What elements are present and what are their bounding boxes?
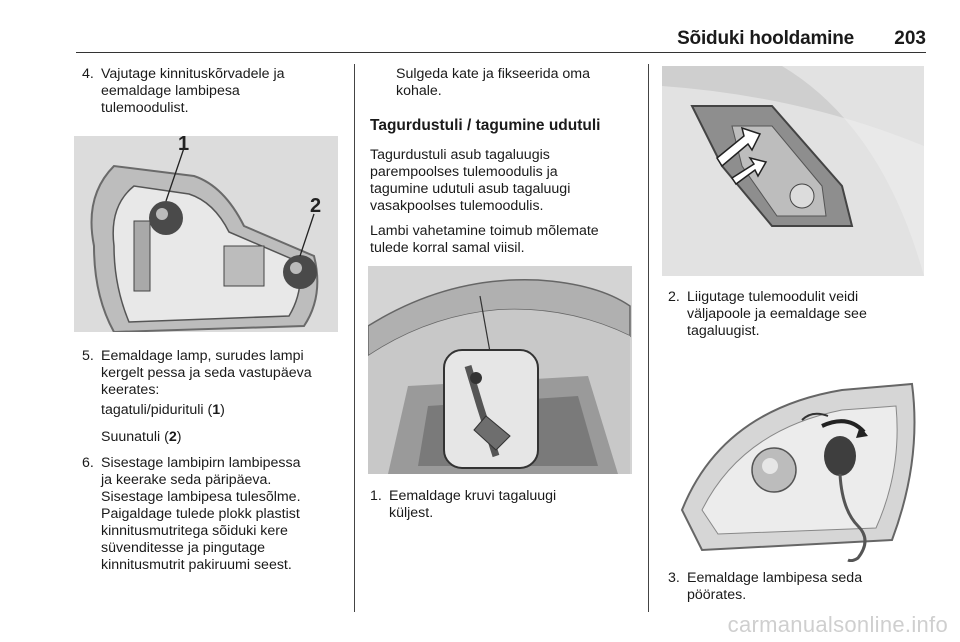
text-line: Eemaldage lambipesa seda xyxy=(687,570,863,586)
text-line: keerates: xyxy=(101,382,160,398)
ref-number: 1 xyxy=(212,402,221,418)
step-number: 3. xyxy=(668,570,680,586)
text-line: süvenditesse ja pingutage xyxy=(101,540,266,556)
text-line: Tagurdustuli asub tagaluugis xyxy=(370,147,550,163)
text-line: kohale. xyxy=(396,83,442,99)
text-line: vasakpoolses tulemoodulis. xyxy=(370,198,544,214)
socket-twist-figure xyxy=(662,350,924,562)
step-text xyxy=(101,66,285,117)
column-divider-2 xyxy=(648,64,649,612)
step-text xyxy=(687,570,862,604)
lamp-module-illustration xyxy=(662,66,924,276)
tailgate-illustration xyxy=(368,266,632,474)
text-line: Vajutage kinnituskõrvadele ja xyxy=(101,66,285,82)
page-number: 203 xyxy=(894,28,926,49)
text-line: tagumine udutuli asub tagaluugi xyxy=(370,181,571,197)
step-number: 6. xyxy=(82,455,94,471)
sub-item-turn-signal: Suunatuli (2) xyxy=(101,429,182,445)
text-line: väljapoole ja eemaldage see xyxy=(687,306,867,322)
text-line: kinnitusmutritega sõiduki kere xyxy=(101,523,288,539)
step-text xyxy=(389,488,556,522)
watermark: carmanualsonline.info xyxy=(727,612,948,637)
lamp-socket-illustration xyxy=(74,136,338,332)
step-number: 4. xyxy=(82,66,94,82)
text-line: Eemaldage lamp, surudes lampi xyxy=(101,348,304,364)
text-line: tulemoodulist. xyxy=(101,100,189,116)
section-heading: Tagurdustuli / tagumine udutuli xyxy=(370,117,601,134)
text-line: Sisestage lambipesa tulesõlme. xyxy=(101,489,301,505)
callout-2: 2 xyxy=(310,195,322,217)
step-text xyxy=(101,455,301,574)
text-line: tulede korral samal viisil. xyxy=(370,240,525,256)
tailgate-screw-figure xyxy=(368,266,632,474)
callout-1: 1 xyxy=(178,136,190,155)
intro-text xyxy=(396,66,590,100)
step-text xyxy=(101,348,312,399)
column-2 xyxy=(370,66,638,596)
column-3 xyxy=(668,66,936,606)
text-line: Sisestage lambipirn lambipessa xyxy=(101,455,301,471)
text-line: pöörates. xyxy=(687,587,747,603)
ref-number: 2 xyxy=(168,429,177,445)
column-1 xyxy=(82,66,350,596)
paragraph-location xyxy=(370,147,570,215)
step-number: 2. xyxy=(668,289,680,305)
step-text xyxy=(687,289,867,340)
text-line: kinnitusmutrit pakiruumi seest. xyxy=(101,557,292,573)
section-title: Sõiduki hooldamine xyxy=(677,28,854,49)
text-line: kergelt pessa ja seda vastupäeva xyxy=(101,365,312,381)
socket-twist-illustration xyxy=(662,350,924,562)
text-line: tagaluugist. xyxy=(687,323,760,339)
text-line: parempoolses tulemoodulis ja xyxy=(370,164,558,180)
paragraph-procedure xyxy=(370,223,599,257)
lamp-module-figure xyxy=(662,66,924,276)
text-line: Sulgeda kate ja fikseerida oma xyxy=(396,66,591,82)
text-line: küljest. xyxy=(389,505,434,521)
text-line: Liigutage tulemoodulit veidi xyxy=(687,289,859,305)
column-divider-1 xyxy=(354,64,355,612)
sub-item-taillight: tagatuli/pidurituli (1) xyxy=(101,402,225,418)
page-header xyxy=(76,26,926,53)
step-number: 5. xyxy=(82,348,94,364)
text-line: Lambi vahetamine toimub mõlemate xyxy=(370,223,599,239)
text-line: eemaldage lambipesa xyxy=(101,83,240,99)
step-number: 1. xyxy=(370,488,382,504)
text-line: Eemaldage kruvi tagaluugi xyxy=(389,488,557,504)
lamp-socket-figure xyxy=(74,136,338,332)
text-line: Paigaldage tulede plokk plastist xyxy=(101,506,300,522)
text-line: ja keerake seda päripäeva. xyxy=(101,472,272,488)
